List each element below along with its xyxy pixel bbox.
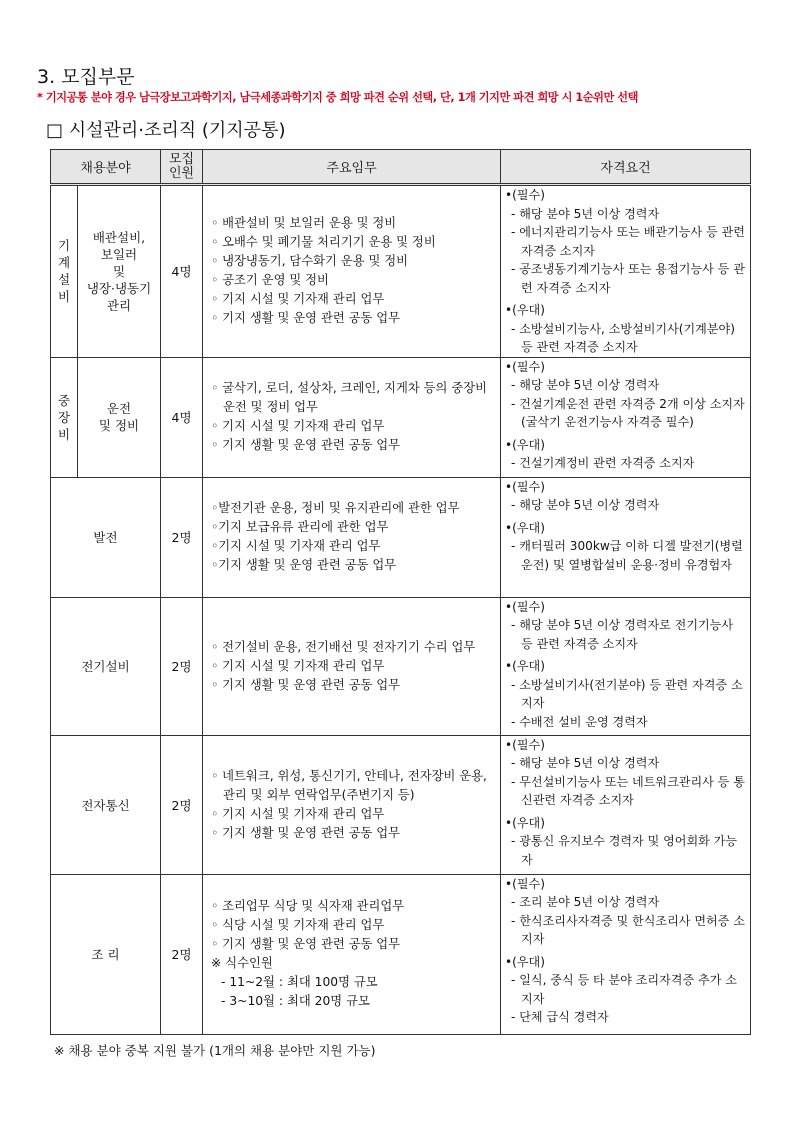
header-count-line2: 인원 [168, 165, 195, 181]
duties-cell [203, 477, 501, 597]
duty-item: - 11~2월 : 최대 100명 규모 [221, 975, 378, 989]
required-label: •(필수) [505, 359, 545, 374]
duty-item: ◦ 식당 시설 및 기자재 관리 업무 [211, 918, 385, 932]
duty-item: ◦ 조리업무 식당 및 식자재 관리업무 [211, 899, 405, 913]
preferred-item: - 일식, 중식 등 타 분야 조리자격증 추가 소지자 [511, 973, 737, 1006]
preferred-label: •(우대) [505, 815, 545, 830]
header-quals: 자격요건 [501, 150, 751, 185]
required-label: •(필수) [505, 479, 545, 494]
duty-item: ◦ 기지 생활 및 운영 관련 공동 업무 [211, 677, 401, 692]
table-row [51, 185, 751, 358]
duty-item: ◦ 냉장냉동기, 담수화기 운용 및 정비 [211, 254, 409, 269]
field-cell: 조 리 [51, 874, 161, 1034]
required-item: - 해당 분야 5년 이상 경력자 [511, 206, 660, 221]
count-cell: 2명 [161, 597, 203, 735]
required-item: - 건설기계운전 관련 자격증 2개 이상 소지자(굴삭기 운전기능사 자격증 필수) [511, 396, 745, 429]
preferred-label: •(우대) [505, 303, 545, 317]
header-count [161, 150, 203, 185]
duty-item: ◦ 네트워크, 위성, 통신기기, 안테나, 전자장비 운용, 관리 및 외부 연락업무(주변기지 등) [211, 768, 487, 802]
field-cell: 발전 [51, 477, 161, 597]
duty-item: ◦ 전기설비 운용, 전기배선 및 전자기기 수리 업무 [211, 639, 476, 654]
count-cell: 4명 [161, 185, 203, 358]
required-label: •(필수) [505, 876, 545, 891]
preferred-label: •(우대) [505, 437, 545, 452]
category-cell: 중 장 비 [51, 357, 78, 477]
duty-item: ◦ 기지 생활 및 운영 관련 공동 업무 [211, 825, 401, 840]
header-field: 채용분야 [51, 150, 161, 185]
required-item: - 에너지관리기능사 또는 배관기능사 등 관련 자격증 소지자 [511, 225, 745, 258]
preferred-item: - 수배전 설비 운영 경력자 [511, 714, 648, 729]
quals-cell [501, 357, 751, 477]
duty-item: ◦ 기지 시설 및 기자재 관리 업무 [211, 419, 385, 433]
count-cell: 2명 [161, 735, 203, 874]
duty-item: ◦ 공조기 운영 및 정비 [211, 273, 329, 288]
preferred-label: •(우대) [505, 954, 545, 969]
duty-item: ◦ 기지 시설 및 기자재 관리 업무 [211, 292, 385, 307]
quals-cell [501, 477, 751, 597]
duty-item: ◦기지 생활 및 운영 관련 공동 업무 [211, 558, 397, 572]
duties-cell [203, 874, 501, 1034]
field-cell: 전기설비 [51, 597, 161, 735]
preferred-item: - 소방설비기사(전기분야) 등 관련 자격증 소지자 [511, 677, 743, 710]
required-label: •(필수) [505, 188, 545, 202]
quals-cell [501, 597, 751, 735]
quals-cell [501, 874, 751, 1034]
header-duties: 주요임무 [203, 150, 501, 185]
count-cell: 4명 [161, 357, 203, 477]
category-cell: 기 계 설 비 [51, 185, 78, 358]
duty-item: ◦ 배관설비 및 보일러 운용 및 정비 [211, 216, 397, 231]
preferred-item: - 소방설비기능사, 소방설비기사(기계분야) 등 관련 자격증 소지자 [511, 321, 735, 354]
required-item: - 해당 분야 5년 이상 경력자 [511, 498, 660, 512]
footer-note: ※ 채용 분야 중복 지원 불가 (1개의 채용 분야만 지원 가능) [54, 1043, 376, 1058]
table-row [51, 597, 751, 735]
table-row [51, 735, 751, 874]
table-row [51, 477, 751, 597]
duty-item: ◦기지 보급유류 관리에 관한 업무 [211, 520, 389, 534]
subsection-title: □ 시설관리·조리직 (기지공통) [46, 120, 286, 141]
required-item: - 해당 분야 5년 이상 경력자 [511, 378, 660, 392]
count-cell: 2명 [161, 477, 203, 597]
duty-item: ◦기지 시설 및 기자재 관리 업무 [211, 539, 381, 553]
count-cell: 2명 [161, 874, 203, 1034]
preferred-item: - 단체 급식 경력자 [511, 1010, 609, 1024]
required-item: - 공조냉동기계기능사 또는 용접기능사 등 관련 자격증 소지자 [511, 262, 745, 295]
duty-item: ◦ 기지 생활 및 운영 관련 공동 업무 [211, 438, 401, 452]
duty-item: ◦ 기지 시설 및 기자재 관리 업무 [211, 658, 385, 673]
table-row [51, 874, 751, 1034]
duty-item: ◦ 기지 시설 및 기자재 관리 업무 [211, 806, 385, 821]
duties-cell [203, 735, 501, 874]
required-item: - 무선설비기능사 또는 네트워크관리사 등 통신관련 자격증 소지자 [511, 774, 745, 807]
duties-cell [203, 357, 501, 477]
preferred-item: - 광통신 유지보수 경력자 및 영어회화 가능자 [511, 834, 738, 867]
recruitment-table [50, 149, 751, 1035]
required-item: - 한식조리사자격증 및 한식조리사 면허증 소지자 [511, 913, 745, 946]
duty-item: ◦ 오배수 및 폐기물 처리기기 운용 및 정비 [211, 235, 436, 250]
preferred-item: - 캐터필러 300kw급 이하 디젤 발전기(병렬운전) 및 열병합설비 운용·정비 유경험자 [511, 539, 743, 572]
notice-text: * 기지공통 분야 경우 남극장보고과학기지, 남극세종과학기지 중 희망 파견 순위 선택, 단, 1개 기지만 파견 희망 시 1순위만 선택 [37, 91, 638, 104]
quals-cell [501, 735, 751, 874]
preferred-label: •(우대) [505, 659, 545, 673]
duties-cell [203, 185, 501, 358]
duty-item: ◦ 기지 생활 및 운영 관련 공동 업무 [211, 937, 401, 951]
duty-item: ◦발전기관 운용, 정비 및 유지관리에 관한 업무 [211, 501, 460, 515]
duty-item: ※ 식수인원 [211, 956, 273, 970]
table-row [51, 357, 751, 477]
duty-item: ◦ 굴삭기, 로더, 설상차, 크레인, 지게차 등의 중장비 운전 및 정비 업무 [211, 381, 487, 414]
section-heading: 3. 모집부문 [37, 66, 135, 88]
duties-cell [203, 597, 501, 735]
quals-cell [501, 185, 751, 358]
preferred-item: - 건설기계정비 관련 자격증 소지자 [511, 456, 695, 470]
required-item: - 해당 분야 5년 이상 경력자로 전기기능사 등 관련 자격증 소지자 [511, 618, 734, 651]
required-label: •(필수) [505, 737, 545, 752]
field-cell: 배관설비, 보일러 및 냉장·냉동기 관리 [78, 185, 161, 358]
preferred-label: •(우대) [505, 520, 545, 535]
required-item: - 조리 분야 5년 이상 경력자 [511, 895, 660, 909]
field-cell: 전자통신 [51, 735, 161, 874]
duty-item: ◦ 기지 생활 및 운영 관련 공동 업무 [211, 311, 401, 326]
table-header-row [51, 150, 751, 185]
duty-item: - 3~10월 : 최대 20명 규모 [221, 994, 370, 1008]
field-cell: 운전 및 정비 [78, 357, 161, 477]
required-label: •(필수) [505, 599, 545, 614]
header-count-line1: 모집 [168, 151, 195, 167]
required-item: - 해당 분야 5년 이상 경력자 [511, 756, 660, 770]
